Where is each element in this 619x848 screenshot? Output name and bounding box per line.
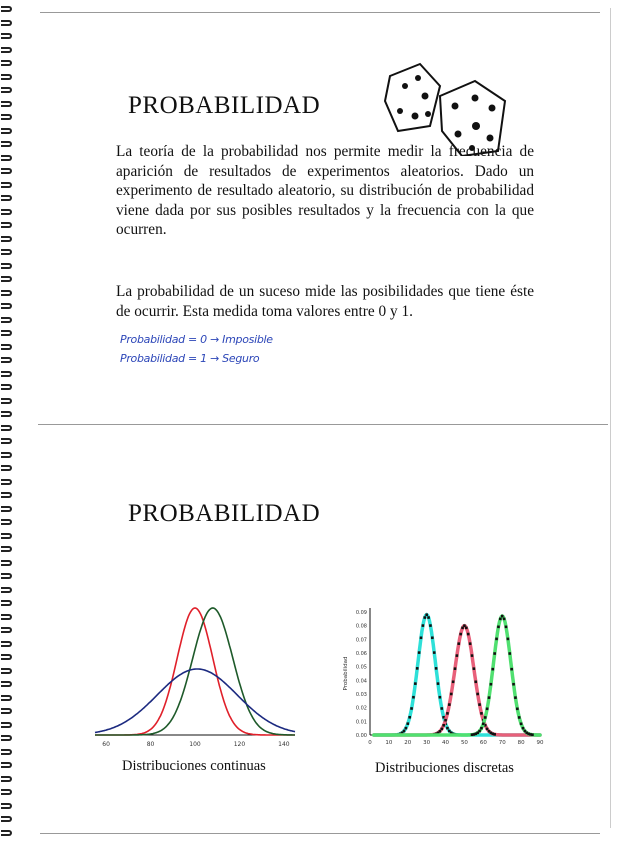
dice-icon bbox=[380, 56, 515, 156]
spiral-ring bbox=[1, 357, 12, 363]
data-point-cyan bbox=[414, 682, 417, 685]
spiral-ring bbox=[1, 816, 12, 822]
spiral-ring bbox=[1, 789, 12, 795]
data-point-green bbox=[512, 683, 515, 686]
data-point-pink bbox=[474, 680, 477, 683]
data-point-pink bbox=[440, 728, 443, 731]
data-point-cyan bbox=[412, 696, 415, 699]
bottom-border bbox=[40, 833, 600, 834]
x-tick-label: 10 bbox=[385, 740, 393, 746]
data-point-cyan bbox=[431, 636, 434, 639]
paragraph-measure: La probabilidad de un suceso mide las posibilidades que tiene éste de ocurrir. Esta medida toma valores entre 0 y 1. bbox=[116, 283, 534, 320]
data-point-pink bbox=[450, 693, 453, 696]
spiral-ring bbox=[1, 330, 12, 336]
data-point-green bbox=[495, 638, 498, 641]
spiral-ring bbox=[1, 20, 12, 26]
spiral-ring bbox=[1, 222, 12, 228]
curve-red bbox=[95, 608, 295, 735]
data-point-pink bbox=[493, 733, 496, 736]
spiral-ring bbox=[1, 492, 12, 498]
spiral-ring bbox=[1, 411, 12, 417]
paragraph-definition: La teoría de la probabilidad nos permite medir la frecuencia de aparición de resultados de experimentos aleatorios. Dado un experimento de resultado aleatorio, su distribución de probabilidad viene dada por sus posibles resultados y la frecuencia con la que ocurren. bbox=[116, 143, 534, 238]
spiral-ring bbox=[1, 425, 12, 431]
discrete-distribution-chart bbox=[335, 600, 550, 750]
data-point-pink bbox=[459, 633, 462, 636]
x-tick-label: 80 bbox=[517, 740, 525, 746]
spiral-ring bbox=[1, 249, 12, 255]
curve-green bbox=[95, 608, 295, 735]
spiral-ring bbox=[1, 263, 12, 269]
spiral-ring bbox=[1, 641, 12, 647]
spiral-ring bbox=[1, 735, 12, 741]
y-tick-label: 0.02 bbox=[355, 705, 367, 712]
slide-title: PROBABILIDAD bbox=[128, 500, 321, 527]
caption-discrete: Distribuciones discretas bbox=[375, 760, 514, 776]
data-point-pink bbox=[457, 642, 460, 645]
x-tick-label: 70 bbox=[498, 740, 506, 746]
caption-continuous: Distribuciones continuas bbox=[122, 758, 266, 774]
spiral-ring bbox=[1, 438, 12, 444]
data-point-cyan bbox=[425, 613, 428, 616]
spiral-ring bbox=[1, 87, 12, 93]
x-tick-label: 100 bbox=[189, 741, 201, 748]
spiral-ring bbox=[1, 627, 12, 633]
spiral-ring bbox=[1, 573, 12, 579]
x-tick-label: 20 bbox=[404, 740, 412, 746]
spiral-ring bbox=[1, 506, 12, 512]
data-point-green bbox=[531, 733, 534, 736]
data-point-cyan bbox=[406, 722, 409, 725]
data-point-green bbox=[505, 626, 508, 629]
data-point-pink bbox=[446, 712, 449, 715]
data-point-cyan bbox=[429, 624, 432, 627]
data-point-pink bbox=[442, 724, 445, 727]
data-point-cyan bbox=[403, 730, 406, 733]
spiral-ring bbox=[1, 236, 12, 242]
spiral-ring bbox=[1, 762, 12, 768]
data-point-green bbox=[518, 716, 521, 719]
x-tick-label: 120 bbox=[233, 741, 246, 748]
spiral-ring bbox=[1, 60, 12, 66]
data-point-green bbox=[478, 730, 481, 733]
spiral-ring bbox=[1, 776, 12, 782]
data-point-green bbox=[522, 727, 525, 730]
spiral-ring bbox=[1, 533, 12, 539]
data-point-cyan bbox=[437, 682, 440, 685]
data-point-green bbox=[520, 723, 523, 726]
data-point-green bbox=[484, 716, 487, 719]
spiral-ring bbox=[1, 74, 12, 80]
x-tick-label: 0 bbox=[368, 740, 372, 746]
spiral-ring bbox=[1, 560, 12, 566]
x-tick-label: 60 bbox=[479, 740, 487, 746]
data-point-pink bbox=[452, 680, 455, 683]
x-tick-label: 90 bbox=[536, 740, 544, 746]
data-point-pink bbox=[476, 693, 479, 696]
data-point-pink bbox=[473, 667, 476, 670]
y-tick-label: 0.01 bbox=[355, 719, 367, 726]
data-point-cyan bbox=[440, 707, 443, 710]
x-tick-label: 40 bbox=[442, 740, 450, 746]
data-point-cyan bbox=[408, 716, 411, 719]
data-point-pink bbox=[480, 712, 483, 715]
spiral-ring bbox=[1, 114, 12, 120]
page-edge bbox=[610, 8, 611, 828]
data-point-cyan bbox=[405, 727, 408, 730]
handwritten-note-1: Probabilidad = 1 → Seguro bbox=[120, 352, 260, 365]
data-point-green bbox=[488, 696, 491, 699]
spiral-ring bbox=[1, 722, 12, 728]
x-tick-label: 140 bbox=[278, 741, 290, 748]
data-point-green bbox=[501, 615, 504, 618]
data-point-green bbox=[493, 652, 496, 655]
data-point-green bbox=[516, 707, 519, 710]
spiral-ring bbox=[1, 276, 12, 282]
y-tick-label: 0.00 bbox=[355, 733, 367, 739]
curve-cyan bbox=[374, 615, 540, 735]
y-tick-label: 0.09 bbox=[355, 610, 367, 616]
data-point-pink bbox=[465, 627, 468, 630]
data-point-pink bbox=[469, 642, 472, 645]
data-point-green bbox=[486, 707, 489, 710]
spiral-ring bbox=[1, 398, 12, 404]
spiral-ring bbox=[1, 519, 12, 525]
data-point-green bbox=[508, 652, 511, 655]
spiral-ring bbox=[1, 654, 12, 660]
spiral-ring bbox=[1, 290, 12, 296]
y-axis-label: Probabilidad bbox=[343, 656, 349, 691]
spiral-ring bbox=[1, 182, 12, 188]
spiral-ring bbox=[1, 479, 12, 485]
spiral-ring bbox=[1, 452, 12, 458]
y-tick-label: 0.05 bbox=[355, 664, 367, 671]
spiral-ring bbox=[1, 128, 12, 134]
data-point-cyan bbox=[416, 667, 419, 670]
slide-title: PROBABILIDAD bbox=[128, 92, 321, 119]
spiral-ring bbox=[1, 371, 12, 377]
curve-green bbox=[374, 616, 540, 735]
spiral-ring bbox=[1, 155, 12, 161]
spiral-ring bbox=[1, 695, 12, 701]
spiral-ring bbox=[1, 317, 12, 323]
data-point-cyan bbox=[410, 707, 413, 710]
spiral-ring bbox=[1, 33, 12, 39]
spiral-binding bbox=[0, 0, 14, 848]
y-tick-label: 0.07 bbox=[355, 637, 367, 644]
spiral-ring bbox=[1, 141, 12, 147]
data-point-green bbox=[507, 638, 510, 641]
data-point-green bbox=[482, 723, 485, 726]
data-point-pink bbox=[471, 654, 474, 657]
spiral-ring bbox=[1, 384, 12, 390]
curve-blue bbox=[95, 669, 295, 733]
spiral-ring bbox=[1, 803, 12, 809]
spiral-ring bbox=[1, 209, 12, 215]
data-point-cyan bbox=[422, 624, 425, 627]
spiral-ring bbox=[1, 101, 12, 107]
data-point-green bbox=[503, 618, 506, 621]
x-tick-label: 30 bbox=[423, 740, 431, 746]
data-point-pink bbox=[467, 633, 470, 636]
spiral-ring bbox=[1, 344, 12, 350]
x-tick-label: 80 bbox=[146, 741, 155, 748]
spiral-ring bbox=[1, 614, 12, 620]
data-point-pink bbox=[478, 703, 481, 706]
data-point-pink bbox=[454, 667, 457, 670]
spiral-ring bbox=[1, 708, 12, 714]
x-tick-label: 60 bbox=[102, 741, 110, 748]
data-point-cyan bbox=[446, 727, 449, 730]
data-point-pink bbox=[448, 703, 451, 706]
data-point-cyan bbox=[423, 616, 426, 619]
data-point-pink bbox=[444, 719, 447, 722]
data-point-cyan bbox=[435, 667, 438, 670]
continuous-distribution-chart bbox=[90, 600, 300, 750]
spiral-ring bbox=[1, 681, 12, 687]
spiral-ring bbox=[1, 587, 12, 593]
spiral-ring bbox=[1, 749, 12, 755]
data-point-green bbox=[491, 668, 494, 671]
curve-pink bbox=[374, 626, 540, 735]
data-point-green bbox=[510, 668, 513, 671]
data-point-cyan bbox=[433, 651, 436, 654]
data-point-cyan bbox=[418, 651, 421, 654]
spiral-ring bbox=[1, 47, 12, 53]
spiral-ring bbox=[1, 600, 12, 606]
data-point-cyan bbox=[420, 636, 423, 639]
y-tick-label: 0.04 bbox=[355, 678, 367, 685]
data-point-green bbox=[514, 696, 517, 699]
spiral-ring bbox=[1, 465, 12, 471]
slide-divider bbox=[38, 424, 608, 425]
data-point-green bbox=[499, 618, 502, 621]
spiral-ring bbox=[1, 168, 12, 174]
data-point-pink bbox=[486, 728, 489, 731]
y-tick-label: 0.03 bbox=[355, 692, 367, 698]
data-point-green bbox=[480, 727, 483, 730]
spiral-ring bbox=[1, 303, 12, 309]
y-tick-label: 0.06 bbox=[355, 651, 367, 657]
data-point-green bbox=[490, 683, 493, 686]
top-border bbox=[40, 12, 600, 13]
spiral-ring bbox=[1, 6, 12, 12]
y-tick-label: 0.08 bbox=[355, 623, 367, 630]
data-point-cyan bbox=[427, 616, 430, 619]
data-point-green bbox=[497, 626, 500, 629]
handwritten-note-0: Probabilidad = 0 → Imposible bbox=[120, 333, 273, 346]
spiral-ring bbox=[1, 668, 12, 674]
spiral-ring bbox=[1, 546, 12, 552]
data-point-pink bbox=[439, 730, 442, 733]
data-point-cyan bbox=[439, 696, 442, 699]
spiral-ring bbox=[1, 195, 12, 201]
data-point-pink bbox=[456, 654, 459, 657]
spiral-ring bbox=[1, 830, 12, 836]
x-tick-label: 50 bbox=[460, 740, 468, 746]
